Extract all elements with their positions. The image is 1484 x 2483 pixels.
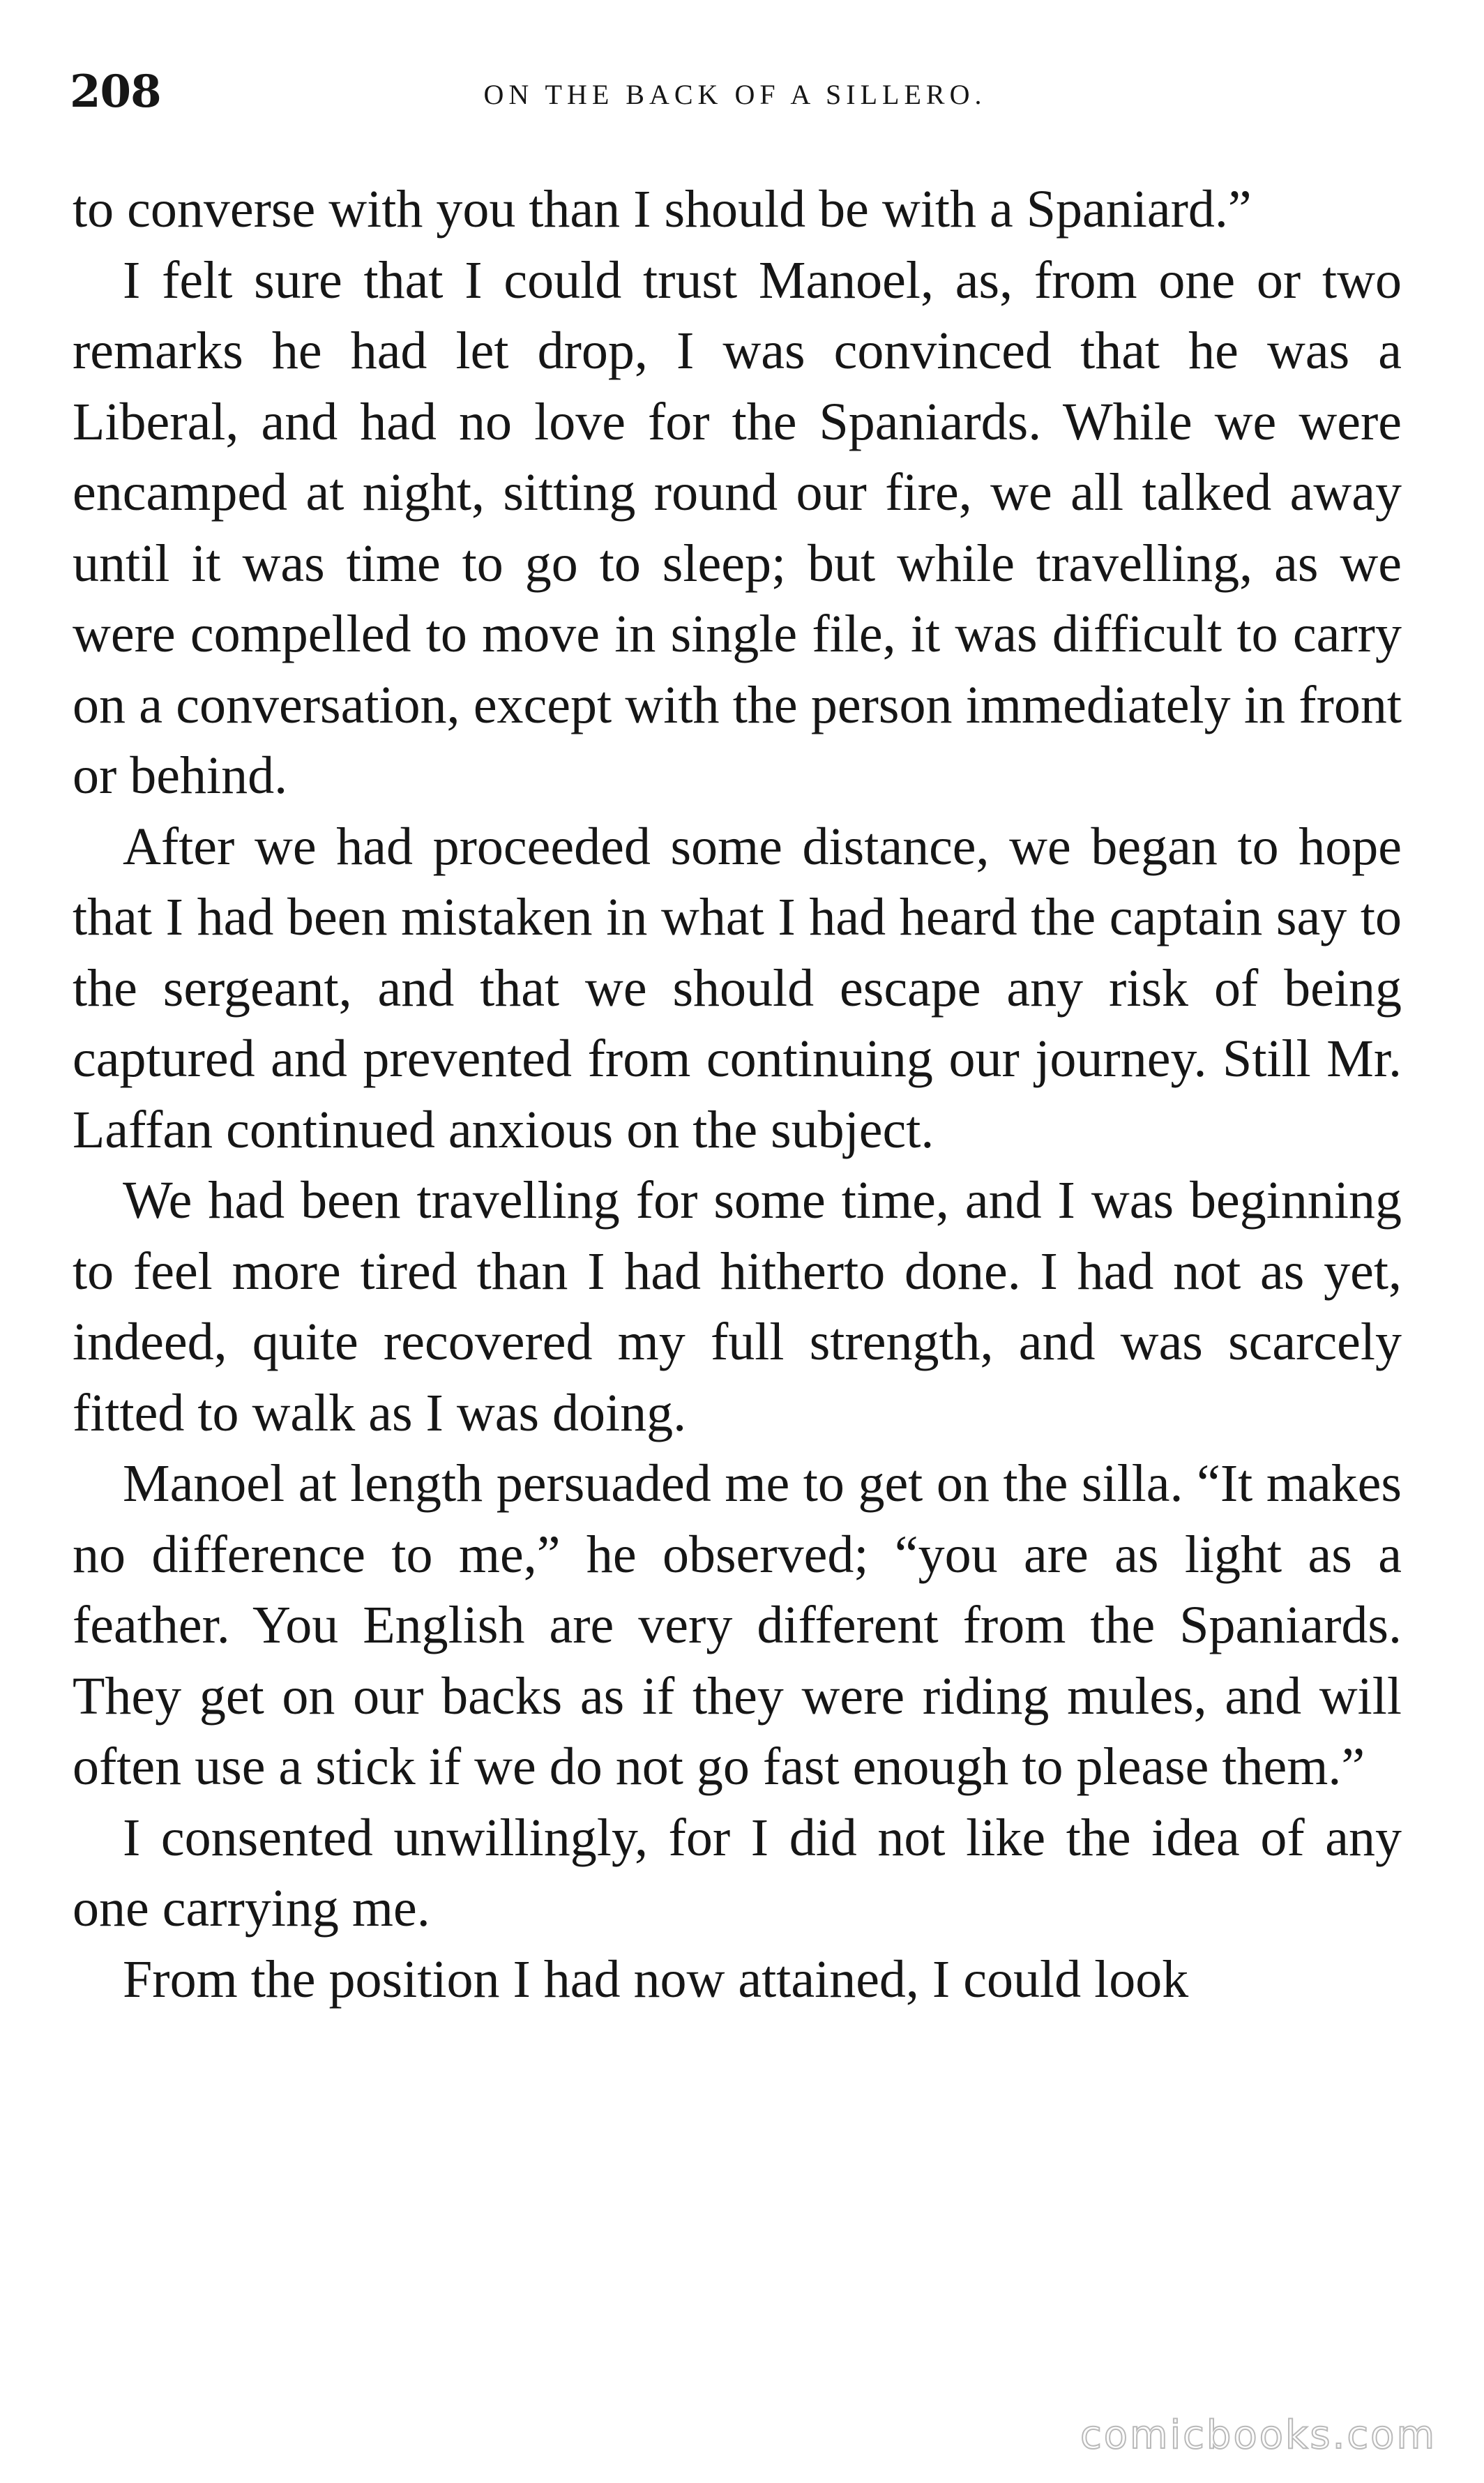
paragraph: From the position I had now attained, I could look bbox=[123, 1949, 1189, 2009]
page-header bbox=[70, 64, 1400, 127]
paragraph: I consented unwillingly, for I did not like the idea of any one carrying me. bbox=[73, 1808, 1402, 1938]
running-title: ON THE BACK OF A SILLERO. bbox=[483, 79, 987, 110]
body-text bbox=[73, 174, 1402, 2015]
paragraph-continuation: to converse with you than I should be with a Spaniard.” bbox=[73, 180, 1252, 239]
paragraph: We had been travelling for some time, and I was beginning to feel more tired than I had hitherto done. I had not as yet, indeed, quite recovered my full strength, and was scarcely fitted to walk as I was doing. bbox=[73, 1171, 1402, 1442]
watermark: comicbooks.com bbox=[1080, 2413, 1437, 2458]
paragraph: I felt sure that I could trust Manoel, as, from one or two remarks he had let drop, I was convinced that he was a Liberal, and had no love for the Spaniards. While we were encamped at night, sitting round our fire, we all talked away until it was time to go to sleep; but while travelling, as we were compelled to move in single file, it was difficult to carry on a conversation, except with the person immediately in front or behind. bbox=[73, 250, 1402, 805]
paragraph: After we had proceeded some distance, we began to hope that I had been mistaken in what I had heard the captain say to the sergeant, and that we should escape any risk of being captured and prevented from continuing our journey. Still Mr. Laffan continued anxious on the subject. bbox=[73, 817, 1402, 1159]
paragraph: Manoel at length persuaded me to get on the silla. “It makes no difference to me,” he observed; “you are as light as a feather. You English are very different from the Spaniards. They get on our backs as if they were riding mules, and will often use a stick if we do not go fast enough to please them.” bbox=[73, 1454, 1402, 1796]
page-number: 208 bbox=[70, 66, 161, 118]
